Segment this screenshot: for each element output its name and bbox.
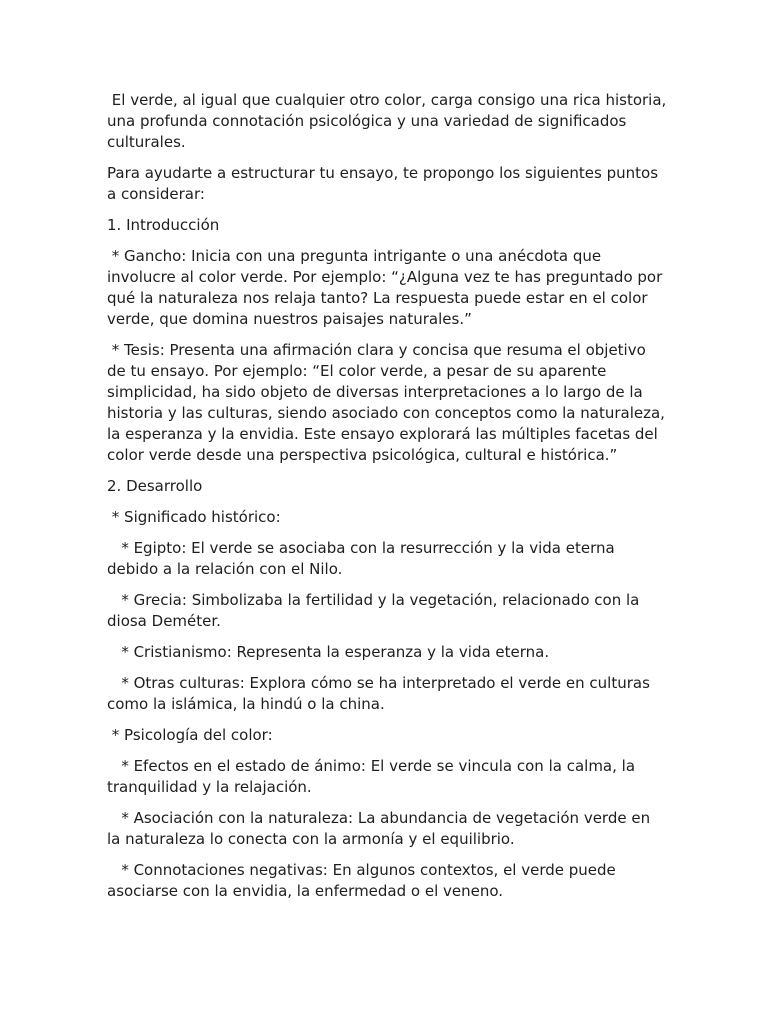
- list-item-gancho: * Gancho: Inicia con una pregunta intrigante o una anécdota que involucre al color verde. Por ejemplo: “¿Alguna vez te has preguntado por qué la naturaleza nos relaja tanto? La respuesta puede estar en el color verde, que domina nuestros paisajes naturales.”: [107, 247, 668, 328]
- section-heading-desarrollo: 2. Desarrollo: [107, 477, 203, 495]
- sub-item-grecia: * Grecia: Simbolizaba la fertilidad y la vegetación, relacionado con la diosa Deméter.: [107, 591, 645, 630]
- sub-item-otras-culturas: * Otras culturas: Explora cómo se ha interpretado el verde en culturas como la islámica, la hindú o la china.: [107, 674, 655, 713]
- list-item-significado-historico: * Significado histórico:: [107, 508, 281, 526]
- section-heading-introduccion: 1. Introducción: [107, 216, 220, 234]
- sub-item-efectos-animo: * Efectos en el estado de ánimo: El verde se vincula con la calma, la tranquilidad y la relajación.: [107, 757, 640, 796]
- sub-item-cristianismo: * Cristianismo: Representa la esperanza y la vida eterna.: [107, 643, 550, 661]
- structure-paragraph: Para ayudarte a estructurar tu ensayo, te propongo los siguientes puntos a considerar:: [107, 164, 663, 203]
- intro-paragraph: El verde, al igual que cualquier otro color, carga consigo una rica historia, una profunda connotación psicológica y una variedad de significados culturales.: [107, 91, 672, 151]
- list-item-psicologia-del-color: * Psicología del color:: [107, 726, 273, 744]
- sub-item-connotaciones-negativas: * Connotaciones negativas: En algunos contextos, el verde puede asociarse con la envidia, la enfermedad o el veneno.: [107, 861, 621, 900]
- list-item-tesis: * Tesis: Presenta una afirmación clara y concisa que resuma el objetivo de tu ensayo. Por ejemplo: “El color verde, a pesar de su aparente simplicidad, ha sido objeto de diversas interpretaciones a lo largo de la historia y las culturas, siendo asociado con conceptos como la naturaleza, la esperanza y la envidia. Este ensayo explorará las múltiples facetas del color verde desde una perspectiva psicológica, cultural e histórica.”: [107, 341, 670, 464]
- sub-item-egipto: * Egipto: El verde se asociaba con la resurrección y la vida eterna debido a la relación con el Nilo.: [107, 539, 620, 578]
- sub-item-asociacion-naturaleza: * Asociación con la naturaleza: La abundancia de vegetación verde en la naturaleza lo conecta con la armonía y el equilibrio.: [107, 809, 655, 848]
- document-body: [107, 90, 672, 912]
